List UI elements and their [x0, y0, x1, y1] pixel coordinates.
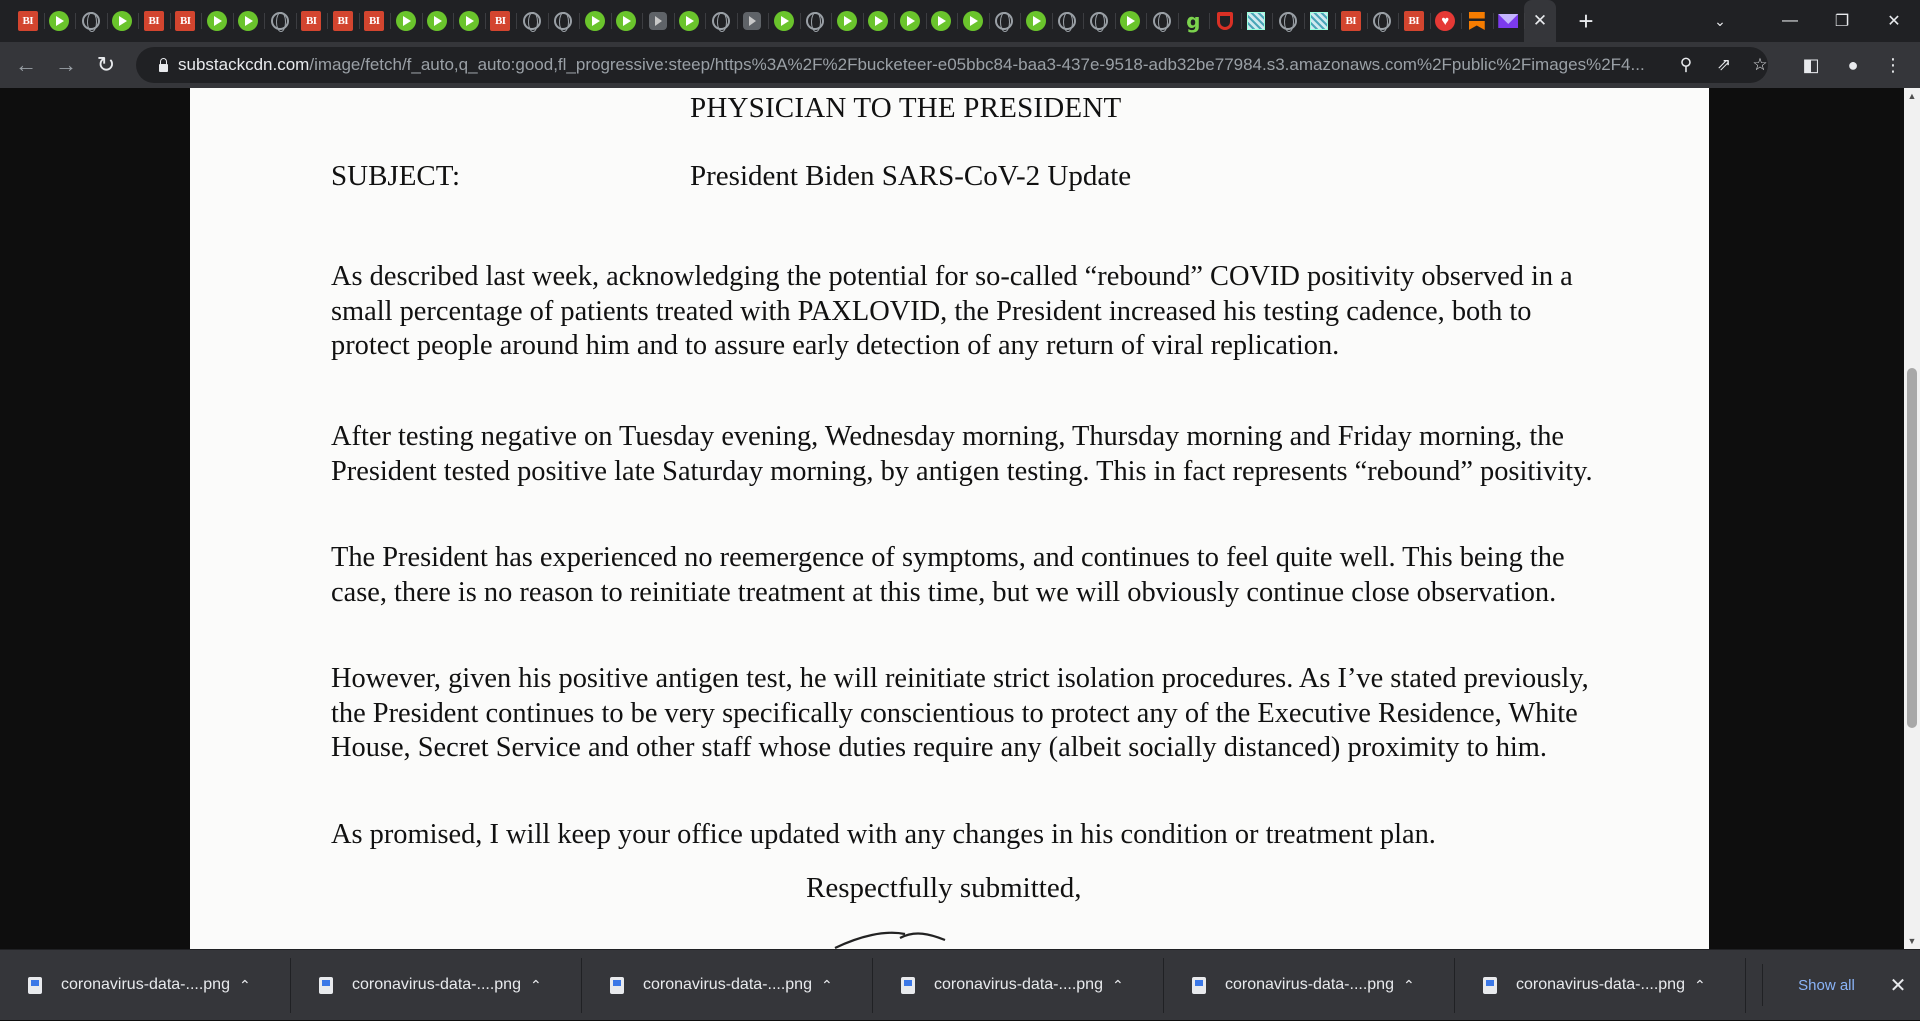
chevron-up-icon[interactable]: ⌃: [821, 976, 833, 993]
minimize-icon[interactable]: —: [1782, 12, 1798, 29]
browser-tab[interactable]: [957, 0, 989, 42]
browser-tab[interactable]: [894, 0, 926, 42]
business-insider-icon: BI: [333, 11, 353, 31]
back-arrow-icon[interactable]: ←: [15, 52, 37, 77]
tab-strip: [0, 0, 1920, 42]
browser-tab[interactable]: [485, 0, 517, 42]
download-filename: coronavirus-data-....png: [643, 976, 812, 993]
zoom-icon[interactable]: ⚲: [1679, 55, 1693, 74]
close-shelf-icon[interactable]: ✕: [1889, 974, 1907, 997]
business-insider-icon: BI: [18, 11, 38, 31]
browser-tab[interactable]: [1178, 0, 1210, 42]
browser-tab[interactable]: [453, 0, 485, 42]
globe-icon: [1279, 12, 1297, 30]
menu-kebab-icon[interactable]: ⋮: [1884, 54, 1902, 75]
chevron-up-icon[interactable]: ⌃: [1112, 976, 1124, 993]
download-filename: coronavirus-data-....png: [934, 976, 1103, 993]
browser-tab[interactable]: [201, 0, 233, 42]
globe-icon: [271, 12, 289, 30]
profile-icon[interactable]: ●: [1847, 54, 1859, 75]
play-icon: [238, 11, 258, 31]
browser-tab[interactable]: [327, 0, 359, 42]
red-circle-icon: ♥: [1435, 11, 1455, 31]
browser-tab[interactable]: [44, 0, 76, 42]
business-insider-icon: BI: [144, 11, 164, 31]
url-host: substackcdn.com: [178, 55, 310, 74]
bookmark-star-icon[interactable]: ☆: [1752, 55, 1768, 74]
browser-tab[interactable]: [989, 0, 1021, 42]
download-filename: coronavirus-data-....png: [1225, 976, 1394, 993]
mail-icon: [1498, 14, 1518, 28]
browser-tab[interactable]: [1367, 0, 1399, 42]
download-filename: coronavirus-data-....png: [1516, 976, 1685, 993]
g-logo-icon: g: [1186, 9, 1201, 33]
browser-tab[interactable]: [1461, 0, 1493, 42]
download-item[interactable]: [291, 950, 582, 1021]
vertical-scrollbar[interactable]: [1904, 88, 1920, 949]
browser-tab[interactable]: [548, 0, 580, 42]
paragraph: However, given his positive antigen test, he will reinitiate strict isolation procedures. As I’ve stated previously, the President continues to be very specifically conscientious to protect any of the Executive Residence, White House, Secret Service and other staff whose duties require any (albeit socially distanced) proximity to him.: [331, 663, 1589, 763]
window-controls: [1764, 0, 1920, 42]
browser-tab[interactable]: [170, 0, 202, 42]
file-icon: [610, 977, 624, 994]
browser-tab[interactable]: [863, 0, 895, 42]
chevron-up-icon[interactable]: ⌃: [239, 976, 251, 993]
scroll-up-arrow-icon[interactable]: ▲: [1907, 91, 1917, 101]
document-image: [190, 88, 1709, 949]
browser-tab[interactable]: [1493, 0, 1525, 42]
side-panel-icon[interactable]: ◧: [1802, 54, 1820, 75]
download-item[interactable]: [873, 950, 1164, 1021]
show-all-button[interactable]: Show all: [1762, 964, 1890, 1006]
browser-tab[interactable]: [579, 0, 611, 42]
play-icon: [49, 11, 69, 31]
globe-icon: [1058, 12, 1076, 30]
address-bar[interactable]: [136, 47, 1768, 83]
scroll-down-arrow-icon[interactable]: ▼: [1907, 936, 1917, 946]
download-item[interactable]: [582, 950, 873, 1021]
business-insider-icon: BI: [1341, 11, 1361, 31]
play-icon: [774, 11, 794, 31]
play-icon: [1120, 11, 1140, 31]
chevron-up-icon[interactable]: ⌃: [1694, 976, 1706, 993]
browser-tab[interactable]: [642, 0, 674, 42]
business-insider-icon: BI: [1404, 11, 1424, 31]
tab-list: [0, 0, 1556, 42]
file-icon: [28, 977, 42, 994]
chevron-up-icon[interactable]: ⌃: [1403, 976, 1415, 993]
browser-tab[interactable]: [705, 0, 737, 42]
download-filename: coronavirus-data-....png: [61, 976, 230, 993]
play-icon: [112, 11, 132, 31]
browser-tab[interactable]: [138, 0, 170, 42]
subject-value: President Biden SARS-CoV-2 Update: [690, 160, 1132, 192]
close-window-icon[interactable]: ✕: [1887, 13, 1901, 30]
browser-tab[interactable]: [233, 0, 265, 42]
browser-tab[interactable]: [611, 0, 643, 42]
globe-icon: [523, 12, 541, 30]
business-insider-icon: BI: [301, 11, 321, 31]
business-insider-icon: BI: [364, 11, 384, 31]
shield-icon: [1217, 12, 1233, 30]
paragraph: As described last week, acknowledging the potential for so-called “rebound” COVID positivity observed in a small percentage of patients treated with PAXLOVID, the President increased his testing cadence, both to protect people around him and to assure early detection of any return of viral replication.: [331, 261, 1573, 361]
file-icon: [1192, 977, 1206, 994]
play-icon: [679, 11, 699, 31]
page-viewport: [0, 88, 1904, 949]
reload-icon[interactable]: ↻: [96, 52, 116, 77]
browser-tab[interactable]: [737, 0, 769, 42]
document-heading: PHYSICIAN TO THE PRESIDENT: [690, 92, 1122, 124]
browser-tab[interactable]: [264, 0, 296, 42]
browser-tab[interactable]: [800, 0, 832, 42]
play-icon: [396, 11, 416, 31]
file-icon: [901, 977, 915, 994]
browser-toolbar: [0, 42, 1920, 88]
scrollbar-thumb[interactable]: [1907, 368, 1917, 728]
browser-tab[interactable]: [674, 0, 706, 42]
share-icon[interactable]: ⇗: [1716, 55, 1732, 74]
browser-tab[interactable]: [516, 0, 548, 42]
browser-tab[interactable]: [1209, 0, 1241, 42]
tab-search-chevron-icon[interactable]: ⌄: [1714, 12, 1726, 29]
browser-tab[interactable]: [296, 0, 328, 42]
pattern-icon: [1247, 12, 1265, 30]
globe-icon: [995, 12, 1013, 30]
play-icon: [616, 11, 636, 31]
play-icon: [207, 11, 227, 31]
browser-tab[interactable]: [831, 0, 863, 42]
browser-tab[interactable]: [1146, 0, 1178, 42]
browser-tab[interactable]: [1272, 0, 1304, 42]
close-tab-icon[interactable]: ✕: [1532, 11, 1548, 30]
chevron-up-icon[interactable]: ⌃: [530, 976, 542, 993]
lock-icon[interactable]: [148, 59, 178, 72]
download-item[interactable]: [0, 950, 291, 1021]
play-icon: [963, 11, 983, 31]
globe-icon: [712, 12, 730, 30]
play-icon: [459, 11, 479, 31]
browser-tab[interactable]: [12, 0, 44, 42]
active-tab[interactable]: [1524, 0, 1556, 42]
play-icon: [868, 11, 888, 31]
browser-tab[interactable]: [75, 0, 107, 42]
browser-tab[interactable]: [107, 0, 139, 42]
url-path: /image/fetch/f_auto,q_auto:good,fl_progressive:steep/https%3A%2F%2Fbucketeer-e05bbc84-baa3-437e-9518-adb32be77984.s3.amazonaws.com%2Fpublic%2Fimages%2F4...: [309, 55, 1645, 74]
globe-icon: [82, 12, 100, 30]
file-icon: [1483, 977, 1497, 994]
browser-tab[interactable]: [1020, 0, 1052, 42]
browser-tab[interactable]: [1115, 0, 1147, 42]
browser-tab[interactable]: [1335, 0, 1367, 42]
play-icon: [1026, 11, 1046, 31]
pattern-icon: [1310, 12, 1328, 30]
download-shelf: [0, 949, 1920, 1020]
signature-mark: [830, 926, 950, 949]
new-tab-button[interactable]: +: [1578, 5, 1594, 36]
play-icon: [900, 11, 920, 31]
download-filename: coronavirus-data-....png: [352, 976, 521, 993]
bookmark-icon: [1469, 12, 1485, 30]
globe-icon: [1153, 12, 1171, 30]
file-icon: [319, 977, 333, 994]
paragraph: The President has experienced no reemergence of symptoms, and continues to feel quite well. This being the case, there is no reason to reinitiate treatment at this time, but we will obviously continue close observation.: [331, 542, 1565, 608]
browser-tab[interactable]: [1052, 0, 1084, 42]
download-item[interactable]: [1164, 950, 1455, 1021]
play-icon: [837, 11, 857, 31]
play-icon: [585, 11, 605, 31]
browser-tab[interactable]: [926, 0, 958, 42]
browser-tab[interactable]: [390, 0, 422, 42]
browser-tab[interactable]: [359, 0, 391, 42]
scroll-icon: [649, 12, 667, 30]
browser-tab[interactable]: [1398, 0, 1430, 42]
globe-icon: [806, 12, 824, 30]
download-list: [0, 950, 1746, 1021]
browser-tab[interactable]: [1241, 0, 1273, 42]
play-icon: [931, 11, 951, 31]
browser-tab[interactable]: [1430, 0, 1462, 42]
forward-arrow-icon[interactable]: →: [55, 52, 77, 77]
download-item[interactable]: [1455, 950, 1746, 1021]
globe-icon: [1373, 12, 1391, 30]
browser-tab[interactable]: [1083, 0, 1115, 42]
business-insider-icon: BI: [490, 11, 510, 31]
closing-line: Respectfully submitted,: [806, 872, 1082, 904]
paragraph: After testing negative on Tuesday evening, Wednesday morning, Thursday morning and Friday morning, the President tested positive late Saturday morning, by antigen testing. This in fact represents “rebound” positivity.: [331, 421, 1593, 487]
globe-icon: [1090, 12, 1108, 30]
restore-icon[interactable]: ❐: [1834, 13, 1850, 30]
paragraph: As promised, I will keep your office updated with any changes in his condition or treatment plan.: [331, 819, 1436, 850]
business-insider-icon: BI: [175, 11, 195, 31]
url-text[interactable]: [178, 55, 1678, 75]
subject-label: SUBJECT:: [331, 160, 461, 192]
scroll-icon: [743, 12, 761, 30]
globe-icon: [554, 12, 572, 30]
browser-tab[interactable]: [1304, 0, 1336, 42]
play-icon: [427, 11, 447, 31]
browser-tab[interactable]: [422, 0, 454, 42]
browser-tab[interactable]: [768, 0, 800, 42]
